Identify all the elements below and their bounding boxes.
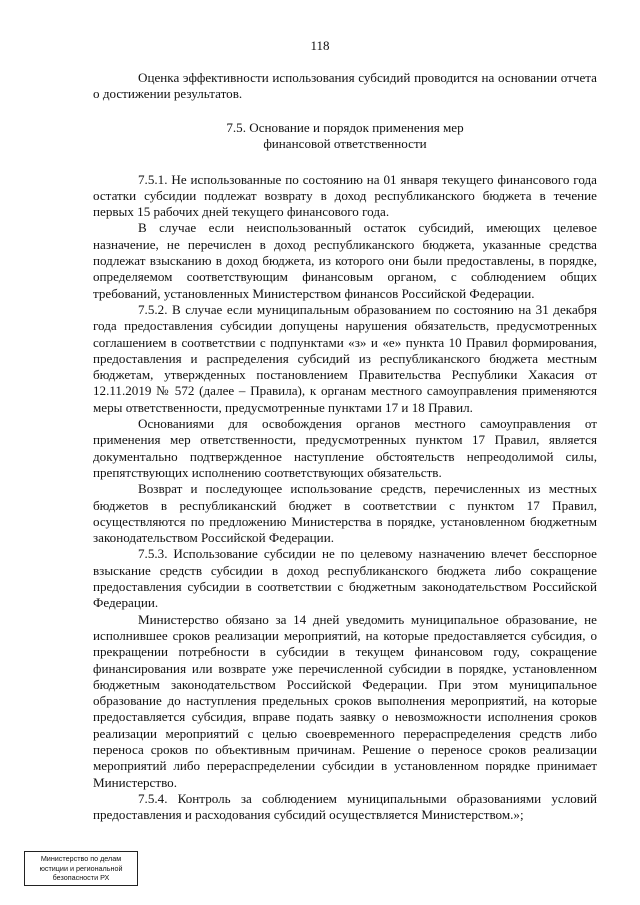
section-heading <box>93 120 597 152</box>
stamp-line: Министерство по делам <box>40 854 122 863</box>
stamp-line: безопасности РХ <box>52 873 110 883</box>
section-heading-line: 7.5. Основание и порядок применения мер <box>226 119 464 135</box>
paragraph-force-majeure: Основаниями для освобождения органов местного самоуправления от применения мер ответственности, предусмотренных пунктом 17 Правил, является документально подтвержденное наступление обстоятельств непреодолимой силы, препятствующих исполнению соответствующих обязательств. <box>93 416 597 480</box>
page-number: 118 <box>310 38 330 53</box>
stamp-line: юстиции и региональной <box>39 863 123 873</box>
paragraph-7-5-1: 7.5.1. Не использованные по состоянию на 01 января текущего финансового года остатки субсидии подлежат возврату в доход республиканского бюджета в течение первых 15 рабочих дней текущего финансового года. <box>93 171 597 220</box>
paragraph-ministry-notice: Министерство обязано за 14 дней уведомить муниципальное образование, не исполнившее сроков реализации мероприятий, на которые предоставляется субсидия, о прекращении потребности в субсидии в текущем финансовом году, сокращение финансирования или возврате уже перечисленной субсидии в порядке, установленном бюджетным законодательством Российской Федерации. При этом муниципальное образование до наступления предельных сроков выполнения мероприятий, на которые предоставляется субсидия, вправе подать заявку о невозможности исполнения сроков реализации мероприятий с целью своевременного перераспределения средств либо переноса сроков по объективным причинам. Решение о переносе сроков реализации мероприятий либо перераспределении субсидии в установленном порядке принимает Министерство. <box>93 611 597 790</box>
paragraph-7-5-2: 7.5.2. В случае если муниципальным образованием по состоянию на 31 декабря года предоставления субсидии допущены нарушения обязательств, предусмотренных соглашением в соответствии с подпунктами «з» и «е» пункта 10 Правил формирования, предоставления и распределения субсидий из республиканского бюджета местным бюджетам, утвержденных постановлением Правительства Республики Хакасия от 12.11.2019 № 572 (далее – Правила), к органам местного самоуправления применяются меры ответственности, предусмотренные пунктами 17 и 18 Правил. <box>93 301 597 415</box>
paragraph-7-5-3: 7.5.3. Использование субсидии не по целевому назначению влечет бесспорное взыскание средств субсидии в доход республиканского бюджета либо сокращение предоставления субсидии в соответствии с бюджетным законодательством Российской Федерации. <box>93 546 597 611</box>
document-body <box>93 70 597 823</box>
paragraph-7-5-4: 7.5.4. Контроль за соблюдением муниципальными образованиями условий предоставления и расходования субсидий осуществляется Министерством.»; <box>93 790 597 823</box>
section-heading-line: финансовой ответственности <box>263 135 427 151</box>
intro-paragraph: Оценка эффективности использования субсидий проводится на основании отчета о достижении результатов. <box>93 70 597 102</box>
paragraph-unused-balance: В случае если неиспользованный остаток субсидий, имеющих целевое назначение, не перечислен в доход республиканского бюджета, указанные средства подлежат взысканию в доход бюджета, из которого они были предоставлены, в порядке, определяемом соответствующим финансовым органом, с соблюдением общих требований, установленных Министерством финансов Российской Федерации. <box>93 220 597 301</box>
registration-stamp <box>24 851 138 886</box>
paragraph-refund-use: Возврат и последующее использование средств, перечисленных из местных бюджетов в республиканский бюджет в соответствии с пунктом 17 Правил, осуществляются по предложению Министерства в порядке, установленном бюджетным законодательством Российской Федерации. <box>93 481 597 546</box>
